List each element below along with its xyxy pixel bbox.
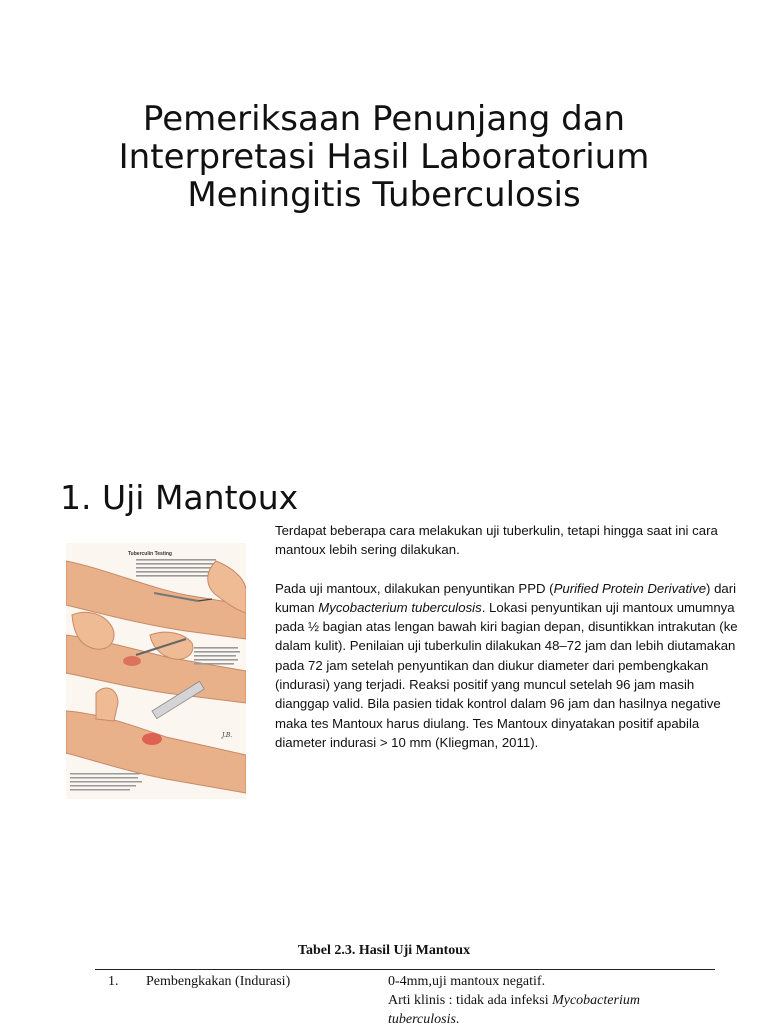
table-cell-number: 1. xyxy=(108,974,119,989)
illustration-signature: J.B. xyxy=(222,732,233,739)
result-text: Arti klinis : tidak ada infeksi xyxy=(388,993,553,1008)
procedure-text: Pada uji mantoux, dilakukan penyuntikan PPD ( xyxy=(275,580,554,596)
procedure-text: ) dari kuman xyxy=(275,580,737,615)
result-line xyxy=(388,1010,728,1029)
paragraph-intro: Terdapat beberapa cara melakukan uji tuberkulin, tetapi hingga saat ini cara mantoux lebih sering dilakukan. xyxy=(275,523,718,558)
mantoux-illustration-drawing xyxy=(66,543,246,799)
italic-term: Mycobacterium tuberculosis xyxy=(318,599,482,615)
page-title xyxy=(40,100,728,214)
result-line: 0-4mm,uji mantoux negatif. xyxy=(388,974,546,989)
illustration-heading: Tuberculin Testing xyxy=(128,551,172,557)
mantoux-test-illustration xyxy=(66,543,246,799)
table-caption: Tabel 2.3. Hasil Uji Mantoux xyxy=(297,943,471,958)
mantoux-description xyxy=(275,521,745,752)
paragraph-procedure xyxy=(275,579,745,753)
title-line: Interpretasi Hasil Laboratorium xyxy=(118,137,650,177)
italic-term: Purified Protein Derivative xyxy=(553,580,707,596)
section-heading: 1. Uji Mantoux xyxy=(60,478,299,517)
result-line xyxy=(388,991,728,1010)
title-line: Pemeriksaan Penunjang dan xyxy=(142,99,626,139)
result-text: . xyxy=(455,1012,460,1027)
table-top-rule xyxy=(95,969,715,970)
table-cell-result xyxy=(388,972,728,1029)
italic-term: tuberculosis xyxy=(388,1012,456,1027)
italic-term: Mycobacterium xyxy=(552,993,640,1008)
title-line: Meningitis Tuberculosis xyxy=(187,175,581,215)
procedure-text: . Lokasi penyuntikan uji mantoux umumnya pada ½ bagian atas lengan bawah kiri bagian depan, disuntikkan intrakutan (ke dalam kulit). Penilaian uji tuberkulin dilakukan 48–72 jam dan lebih diutamakan pada 72 jam setelah penyuntikan dan diukur diameter dari pembengkakan (indurasi) yang terjadi. Reaksi positif yang muncul setelah 96 jam masih dianggap valid. Bila pasien tidak kontrol dalam 96 jam dan hasilnya negative maka tes Mantoux harus diulang. Tes Mantoux dinyatakan positif apabila diameter indurasi > 10 mm (Kliegman, 2011). xyxy=(275,599,738,750)
table-cell-parameter: Pembengkakan (Indurasi) xyxy=(146,974,291,989)
